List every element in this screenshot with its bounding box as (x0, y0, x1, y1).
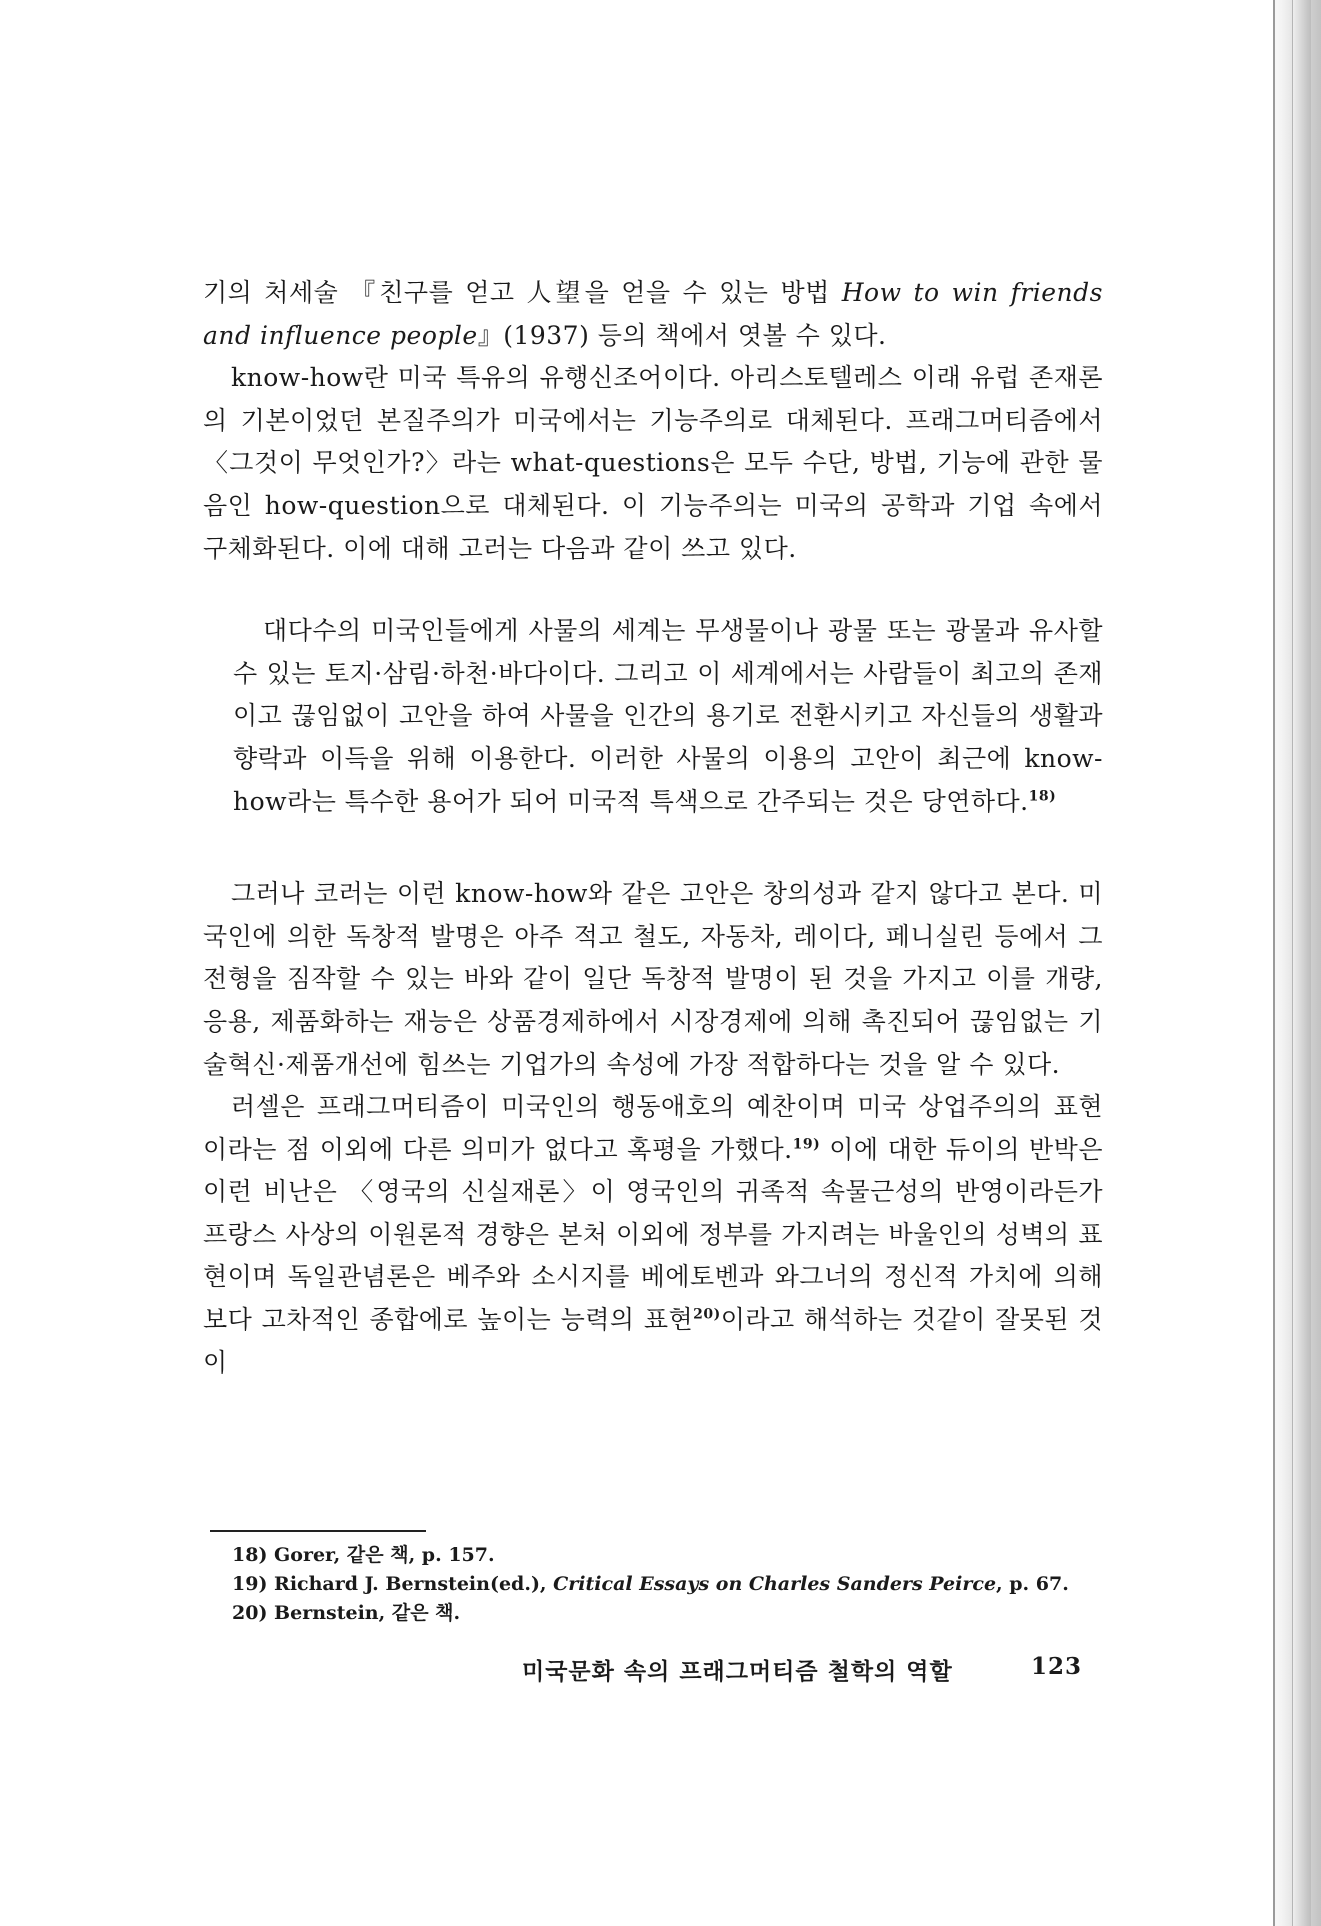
footnote-19-before: 19) Richard J. Bernstein(ed.), (232, 1573, 554, 1595)
paragraph-1-before: 기의 처세술 『친구를 얻고 人望을 얻을 수 있는 방법 (203, 278, 842, 307)
book-title-italic: How to win friends and influence people (203, 278, 1103, 350)
paragraph-4-part-a: 러셀은 프래그머티즘이 미국인의 행동애호의 예찬이며 미국 상업주의의 표현이라는 점 이외에 다른 의미가 없다고 혹평을 가했다. (203, 1092, 1103, 1164)
footnote-19-after: , p. 67. (996, 1573, 1069, 1595)
block-quote (233, 610, 1103, 823)
paragraph-4 (203, 1086, 1103, 1384)
footnote-ref-18: 18) (1028, 788, 1057, 805)
footnote-ref-20: 20) (693, 1306, 721, 1323)
paragraph-4-part-c: 이라고 해석하는 것같이 잘못된 것이 (203, 1305, 1103, 1377)
block-quote-text: 대다수의 미국인들에게 사물의 세계는 무생물이나 광물 또는 광물과 유사할 수 있는 토지·삼림·하천·바다이다. 그리고 이 세계에서는 사람들이 최고의 존재이고 끊임없이 고안을 하여 사물을 인간의 용기로 전환시키고 자신들의 생활과 향락과 이득을 위해 이용한다. 이러한 사물의 이용의 고안이 최근에 know-how라는 특수한 용어가 되어 미국적 특색으로 간주되는 것은 당연하다. (233, 616, 1103, 816)
paragraph-1 (203, 272, 1103, 357)
paragraph-2: know-how란 미국 특유의 유행신조어이다. 아리스토텔레스 이래 유럽 존재론의 기본이었던 본질주의가 미국에서는 기능주의로 대체된다. 프래그머티즘에서 〈그것이 무엇인가?〉라는 what-questions은 모두 수단, 방법, 기능에 관한 물음인 how-question으로 대체된다. 이 기능주의는 미국의 공학과 기업 속에서 구체화된다. 이에 대해 고러는 다음과 같이 쓰고 있다. (203, 363, 1103, 563)
footnote-20: 20) Bernstein, 같은 책. (232, 1602, 461, 1624)
footnote-18: 18) Gorer, 같은 책, p. 157. (232, 1544, 495, 1566)
paragraph-3: 그러나 코러는 이런 know-how와 같은 고안은 창의성과 같지 않다고 본다. 미국인에 의한 독창적 발명은 아주 적고 철도, 자동차, 레이다, 페니실린 등에서 그 전형을 짐작할 수 있는 바와 같이 일단 독창적 발명이 된 것을 가지고 이를 개량, 응용, 제품화하는 재능은 상품경제하에서 시장경제에 의해 촉진되어 끊임없는 기술혁신·제품개선에 힘쓰는 기업가의 속성에 가장 적합하다는 것을 알 수 있다. (203, 879, 1103, 1079)
paragraph-4-part-b: 이에 대한 듀이의 반박은 이런 비난은 〈영국의 신실재론〉이 영국인의 귀족적 속물근성의 반영이라든가 프랑스 사상의 이원론적 경향은 본처 이외에 정부를 가지려는 바울인의 성벽의 표현이며 독일관념론은 베주와 소시지를 베에토벤과 와그너의 정신적 가치에 의해 보다 고차적인 종합에로 높이는 능력의 표현 (203, 1134, 1103, 1335)
paragraph-1-after: 』(1937) 등의 책에서 엿볼 수 있다. (477, 320, 887, 350)
page-stack-edge (1292, 0, 1311, 1926)
footnote-19 (232, 1570, 1112, 1599)
body-text (203, 272, 1103, 1384)
footnote-19-title: Critical Essays on Charles Sanders Peirce (553, 1573, 997, 1595)
running-footer (522, 1653, 1082, 1686)
running-title: 미국문화 속의 프래그머티즘 철학의 역할 (522, 1658, 953, 1685)
page-number: 123 (1030, 1653, 1082, 1680)
footnotes (232, 1541, 1112, 1628)
footnote-ref-19: 19) (792, 1136, 821, 1153)
footnote-divider (210, 1530, 426, 1532)
